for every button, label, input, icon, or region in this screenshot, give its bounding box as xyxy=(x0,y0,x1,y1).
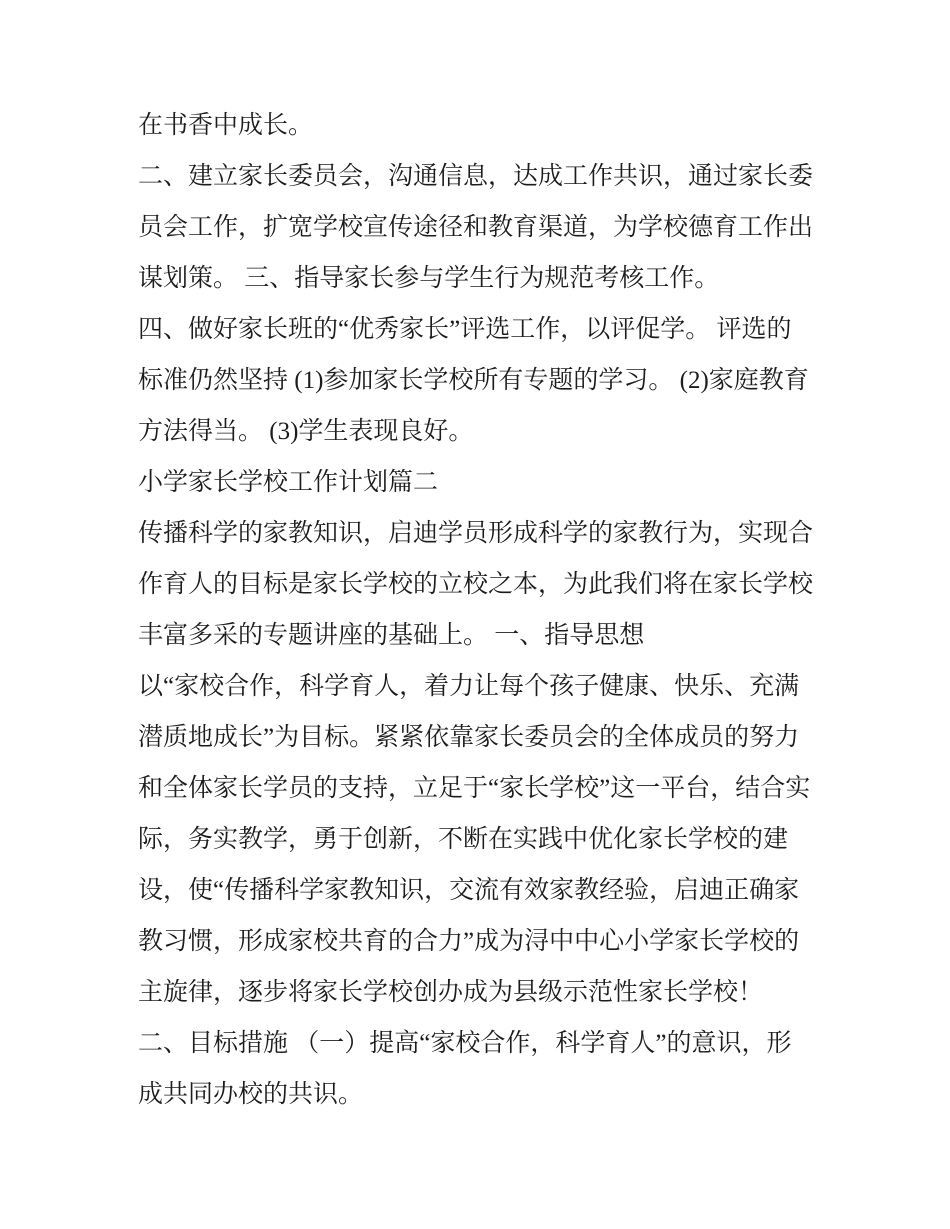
text-line: 设，使“传播科学家教知识，交流有效家教经验，启迪正确家 xyxy=(138,877,800,904)
text-line: 标准仍然坚持 (1)参加家长学校所有专题的学习。 (2)家庭教育 xyxy=(138,367,809,394)
text-line: 传播科学的家教知识，启迪学员形成科学的家教行为，实现合 xyxy=(138,520,814,547)
text-line: 在书香中成长。 xyxy=(138,112,314,139)
text-line: 员会工作，扩宽学校宣传途径和教育渠道，为学校德育工作出 xyxy=(138,214,814,241)
text-line: 潜质地成长”为目标。紧紧依靠家长委员会的全体成员的努力 xyxy=(138,724,800,751)
text-line: 四、做好家长班的“优秀家长”评选工作，以评促学。 评选的 xyxy=(138,316,792,343)
text-line: 和全体家长学员的支持，立足于“家长学校”这一平台，结合实 xyxy=(138,775,811,802)
text-line: 作育人的目标是家长学校的立校之本，为此我们将在家长学校 xyxy=(138,571,814,598)
document-text-body xyxy=(138,100,815,1120)
text-line: 方法得当。 (3)学生表现良好。 xyxy=(138,418,474,445)
text-line: 成共同办校的共识。 xyxy=(138,1081,364,1108)
text-line: 小学家长学校工作计划篇二 xyxy=(138,469,439,496)
text-line: 教习惯，形成家校共育的合力”成为浔中中心小学家长学校的 xyxy=(138,928,800,955)
text-line: 二、目标措施 （一）提高“家校合作，科学育人”的意识，形 xyxy=(138,1030,792,1057)
text-line: 以“家校合作，科学育人，着力让每个孩子健康、快乐、充满 xyxy=(138,673,800,700)
text-line: 际，务实教学，勇于创新，不断在实践中优化家长学校的建 xyxy=(138,826,789,853)
text-line: 二、建立家长委员会，沟通信息，达成工作共识，通过家长委 xyxy=(138,163,814,190)
text-line: 谋划策。 三、指导家长参与学生行为规范考核工作。 xyxy=(138,265,720,292)
text-line: 丰富多采的专题讲座的基础上。 一、指导思想 xyxy=(138,622,645,649)
text-line: 主旋律，逐步将家长学校创办成为县级示范性家长学校！ xyxy=(138,979,764,1006)
